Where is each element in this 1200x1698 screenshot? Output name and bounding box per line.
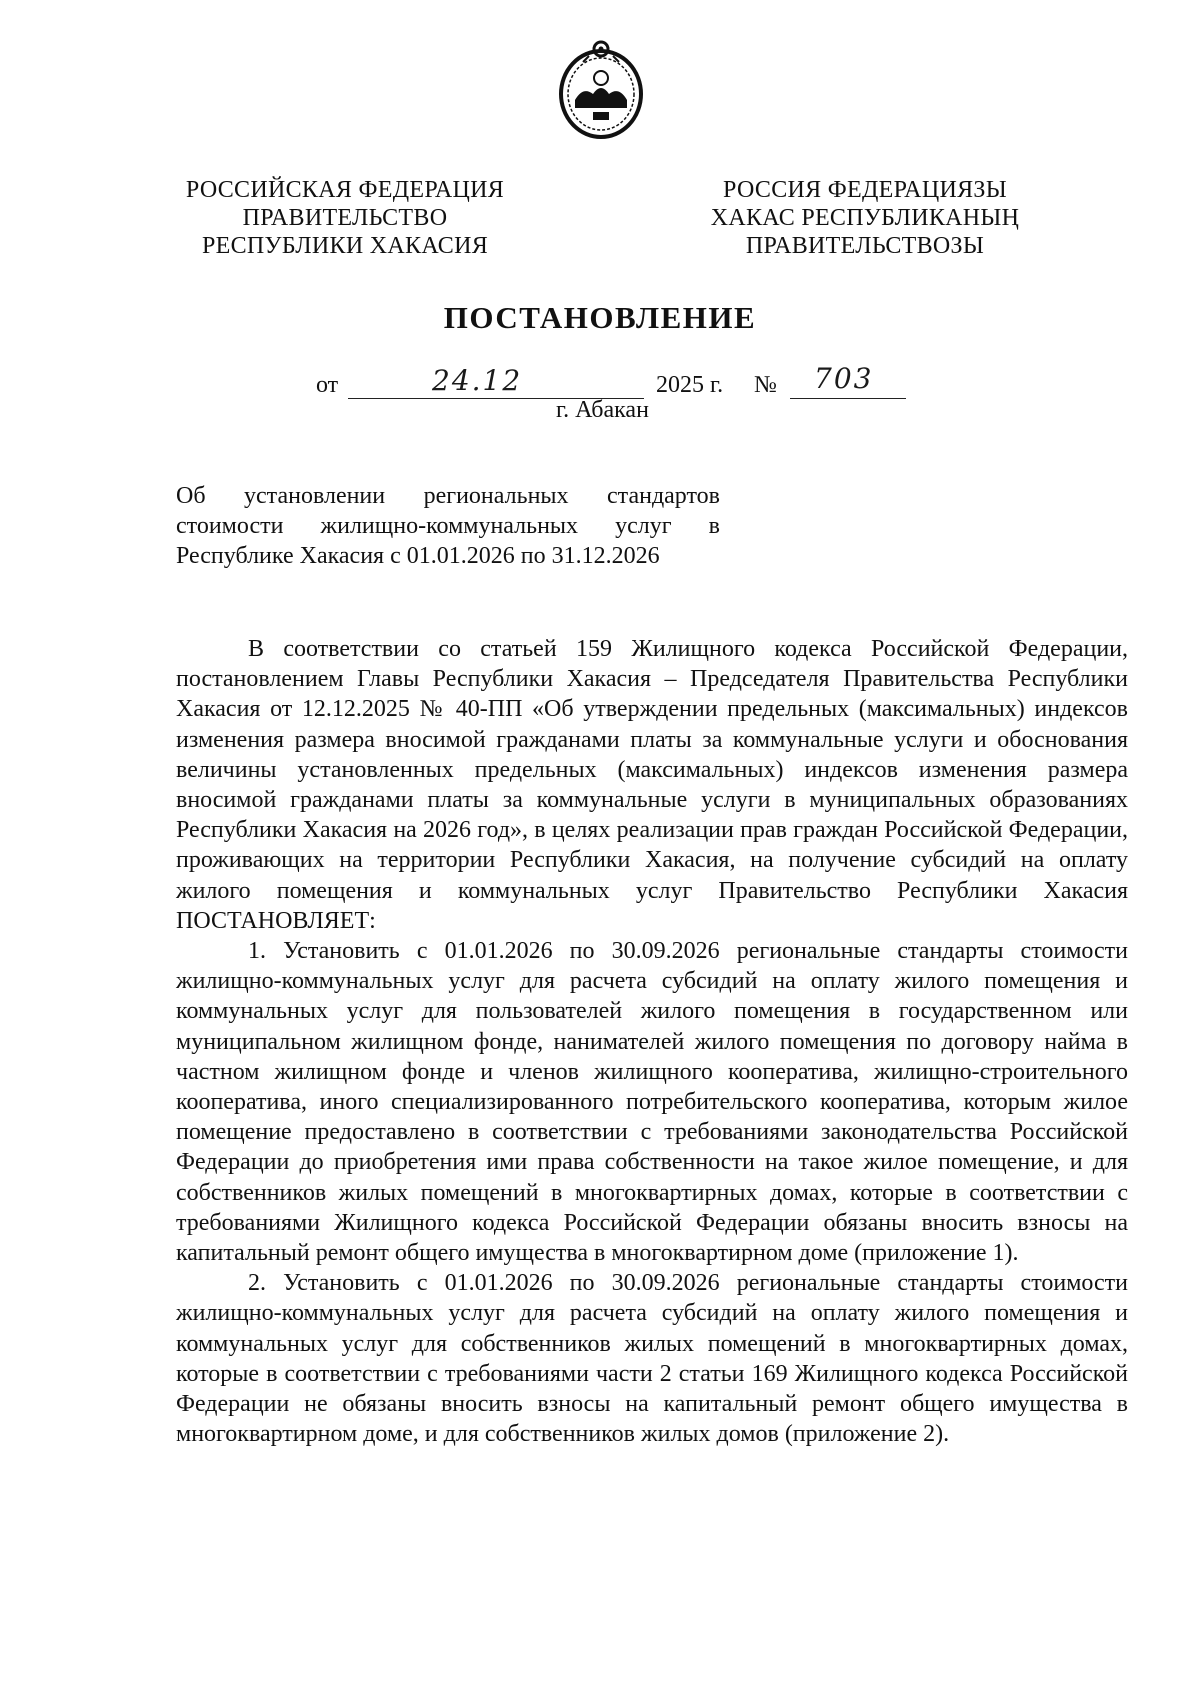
item-1-paragraph: 1. Установить с 01.01.2026 по 30.09.2026 региональные стандарты стоимости жилищно-коммунальных услуг для расчета субсидий на оплату жилого помещения и коммунальных услуг для пользователей жилого помещения в государственном или муниципальном жилищном фонде, нанимателей жилого помещения по договору найма в частном жилищном фонде и членов жилищного кооператива, жилищно-строительного кооператива, иного специализированного потребительского кооператива, которым жилое помещение предоставлено в соответствии с требованиями законодательства Российской Федерации до приобретения ими права собственности на такое жилое помещение, и для собственников жилых помещений в многоквартирных домах, которые в соответствии с требованиями Жилищного кодекса Российской Федерации обязаны вносить взносы на капитальный ремонт общего имущества в многоквартирном доме (приложение 1).	[176, 938, 1128, 1267]
coat-of-arms-icon	[553, 38, 649, 140]
document-type-title: ПОСТАНОВЛЕНИЕ	[443, 300, 757, 335]
header-right-line: ХАКАС РЕСПУБЛИКАНЫҢ	[710, 205, 1020, 231]
document-body	[176, 634, 1128, 1449]
city-label: г. Абакан	[556, 397, 649, 423]
header-right	[680, 176, 1050, 260]
header-left-line: ПРАВИТЕЛЬСТВО	[242, 205, 448, 231]
header-left	[160, 176, 530, 260]
handwritten-number: 703	[814, 362, 874, 395]
date-prefix: от	[316, 372, 339, 398]
year-label: 2025 г.	[656, 372, 724, 398]
item-2-paragraph: 2. Установить с 01.01.2026 по 30.09.2026 региональные стандарты стоимости жилищно-коммунальных услуг для расчета субсидий на оплату жилого помещения и коммунальных услуг для собственников жилых помещений в многоквартирных домах, которые в соответствии с требованиями части 2 статьи 169 Жилищного кодекса Российской Федерации не обязаны вносить взносы на капитальный ремонт общего имущества в многоквартирном доме, и для собственников жилых домов (приложение 2).	[176, 1270, 1128, 1448]
header-right-line: РОССИЯ ФЕДЕРАЦИЯЗЫ	[723, 177, 1007, 203]
subject-line: Об установлении региональных стандартов	[176, 483, 720, 509]
subject-line: Республике Хакасия с 01.01.2026 по 31.12.2026	[176, 543, 660, 569]
header-right-line: ПРАВИТЕЛЬСТВОЗЫ	[745, 233, 985, 259]
document-subject	[176, 481, 720, 571]
header-left-line: РЕСПУБЛИКИ ХАКАСИЯ	[201, 233, 489, 259]
number-underline	[790, 398, 906, 399]
handwritten-date: 24.12	[432, 364, 523, 397]
preamble-paragraph: В соответствии со статьей 159 Жилищного кодекса Российской Федерации, постановлением Главы Республики Хакасия – Председателя Правительства Республики Хакасия от 12.12.2025 № 40-ПП «Об утверждении предельных (максимальных) индексов изменения размера вносимой гражданами платы за коммунальные услуги и обоснования величины установленных предельных (максимальных) индексов изменения размера вносимой гражданами платы за коммунальные услуги в муниципальных образованиях Республики Хакасия на 2026 год», в целях реализации прав граждан Российской Федерации, проживающих на территории Республики Хакасия, на получение субсидий на оплату жилого помещения и коммунальных услуг Правительство Республики Хакасия ПОСТАНОВЛЯЕТ:	[176, 636, 1128, 934]
subject-line: стоимости жилищно-коммунальных услуг в	[176, 513, 720, 539]
header-left-line: РОССИЙСКАЯ ФЕДЕРАЦИЯ	[185, 177, 505, 203]
number-sign: №	[754, 372, 777, 398]
